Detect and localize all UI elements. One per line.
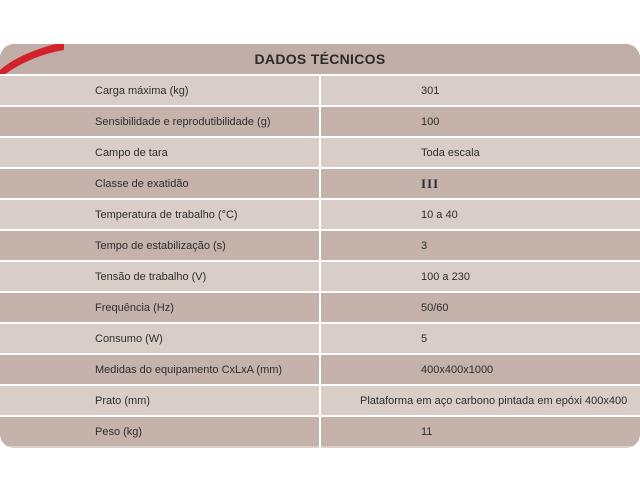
- spec-value: 11: [421, 425, 433, 438]
- table-title: DADOS TÉCNICOS: [254, 51, 386, 67]
- spec-value: 3: [421, 239, 428, 252]
- spec-label: Sensibilidade e reprodutibilidade (g): [95, 115, 271, 128]
- column-divider: [319, 74, 321, 448]
- spec-label: Campo de tara: [95, 146, 168, 159]
- spec-label: Consumo (W): [95, 332, 163, 345]
- spec-label: Carga máxima (kg): [95, 84, 189, 97]
- table-header: [0, 44, 640, 74]
- technical-data-card: [0, 44, 640, 448]
- spec-value: 10 a 40: [421, 208, 458, 221]
- spec-value: 5: [421, 332, 428, 345]
- spec-value: 400x400x1000: [421, 363, 494, 376]
- spec-label: Classe de exatidão: [95, 177, 189, 190]
- spec-label: Tempo de estabilização (s): [95, 239, 226, 252]
- spec-label: Frequência (Hz): [95, 301, 174, 314]
- spec-value: 100: [421, 115, 440, 128]
- spec-label: Prato (mm): [95, 394, 150, 407]
- spec-label: Peso (kg): [95, 425, 143, 438]
- spec-label: Medidas do equipamento CxLxA (mm): [95, 363, 283, 376]
- spec-value: 100 a 230: [421, 270, 470, 283]
- spec-label: Temperatura de trabalho (°C): [95, 208, 238, 221]
- spec-value: Toda escala: [421, 146, 480, 159]
- spec-value: III: [421, 175, 440, 191]
- spec-label: Tensão de trabalho (V): [95, 270, 207, 283]
- spec-value: 301: [421, 84, 440, 97]
- spec-value: Plataforma em aço carbono pintada em epóxi 400x400: [360, 394, 628, 407]
- spec-value: 50/60: [421, 301, 449, 314]
